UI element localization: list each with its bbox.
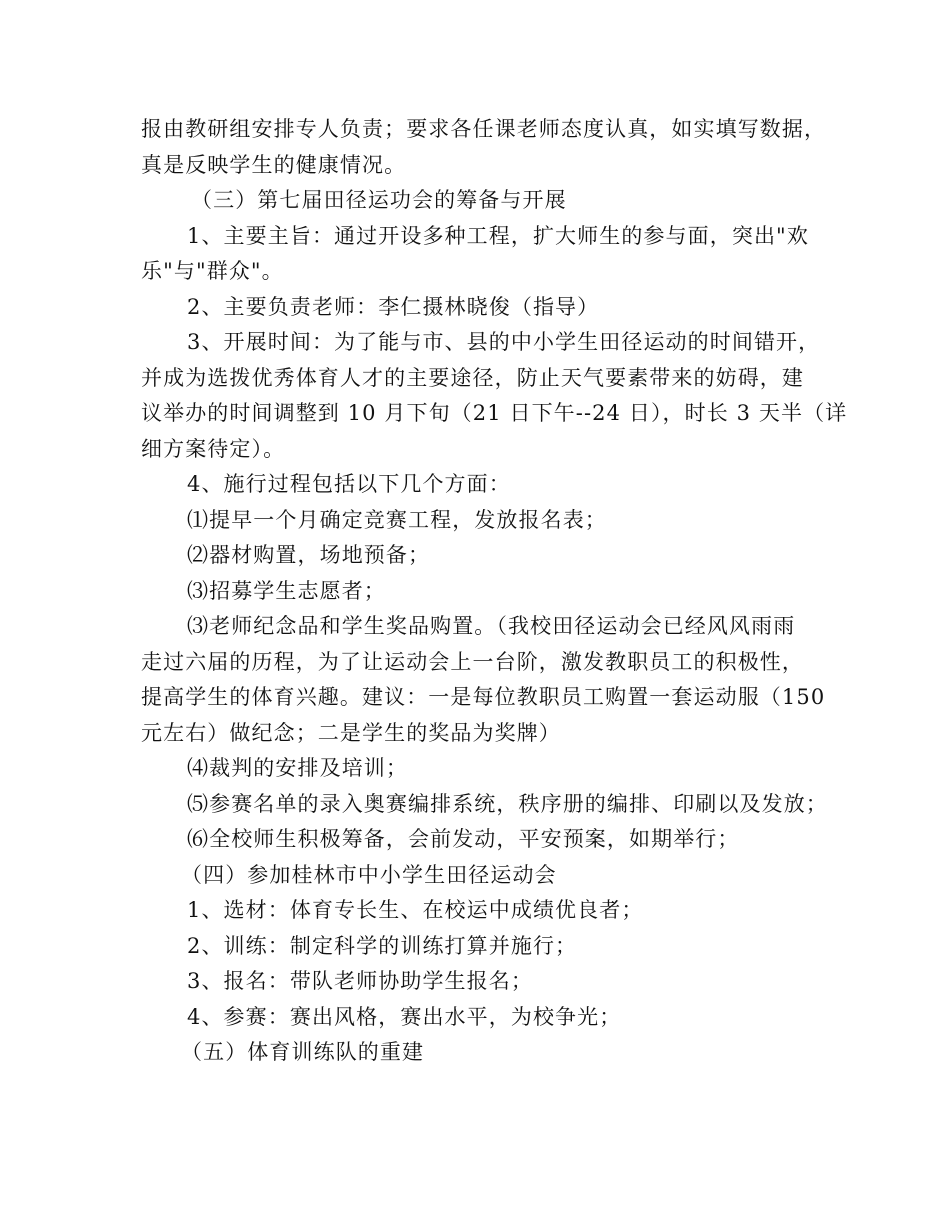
list-item: ⑷裁判的安排及培训； bbox=[187, 756, 408, 780]
paragraph-line: 乐"与"群众"。 bbox=[141, 259, 284, 283]
list-item: ⑵器材购置，场地预备； bbox=[187, 543, 431, 567]
paragraph-line: 4、施行过程包括以下几个方面： bbox=[187, 472, 511, 496]
paragraph-line: 并成为选拨优秀体育人才的主要途径，防止天气要素带来的妨碍，建 bbox=[141, 365, 804, 390]
list-item: ⑶老师纪念品和学生奖品购置。（我校田径运动会已经风风雨雨 bbox=[187, 614, 796, 638]
section-heading: （四）参加桂林市中小学生田径运动会 bbox=[181, 862, 557, 887]
paragraph-line: 3、开展时间：为了能与市、县的中小学生田径运动的时间错开， bbox=[187, 330, 821, 354]
list-item: 2、训练：制定科学的训练打算并施行； bbox=[187, 933, 578, 958]
paragraph-line: 提高学生的体育兴趣。建议：一是每位教职员工购置一套运动服（150 bbox=[141, 685, 826, 709]
list-item: ⑴提早一个月确定竞赛工程，发放报名表； bbox=[187, 507, 607, 532]
paragraph-line: 走过六届的历程，为了让运动会上一台阶，激发教职员工的积极性， bbox=[141, 649, 804, 674]
paragraph-line: 议举办的时间调整到 10 月下旬（21 日下午--24 日），时长 3 天半（详 bbox=[141, 401, 848, 425]
paragraph-line: 1、主要主旨：通过开设多种工程，扩大师生的参与面，突出"欢 bbox=[187, 223, 809, 248]
list-item: ⑹全校师生积极筹备，会前发动，平安预案，如期举行； bbox=[187, 827, 740, 851]
list-item: 1、选材：体育专长生、在校运中成绩优良者； bbox=[187, 898, 644, 922]
paragraph-line: 报由教研组安排专人负责；要求各任课老师态度认真，如实填写数据， bbox=[141, 117, 827, 141]
section-heading: （五）体育训练队的重建 bbox=[181, 1040, 425, 1064]
document-body bbox=[141, 112, 848, 1071]
list-item: ⑶招募学生志愿者； bbox=[187, 578, 386, 603]
section-heading: （三）第七届田径运功会的筹备与开展 bbox=[191, 188, 567, 212]
paragraph-line: 元左右）做纪念；二是学生的奖品为奖牌） bbox=[141, 720, 561, 745]
list-item: 3、报名：带队老师协助学生报名； bbox=[187, 969, 533, 993]
list-item: 4、参赛：赛出风格，赛出水平，为校争光； bbox=[187, 1004, 622, 1029]
paragraph-line: 细方案待定）。 bbox=[141, 436, 286, 461]
paragraph-line: 2、主要负责老师：李仁摄林晓俊（指导） bbox=[187, 294, 600, 319]
paragraph-line: 真是反映学生的健康情况。 bbox=[141, 152, 407, 177]
list-item: ⑸参赛名单的录入奥赛编排系统，秩序册的编排、印刷以及发放； bbox=[187, 791, 828, 816]
